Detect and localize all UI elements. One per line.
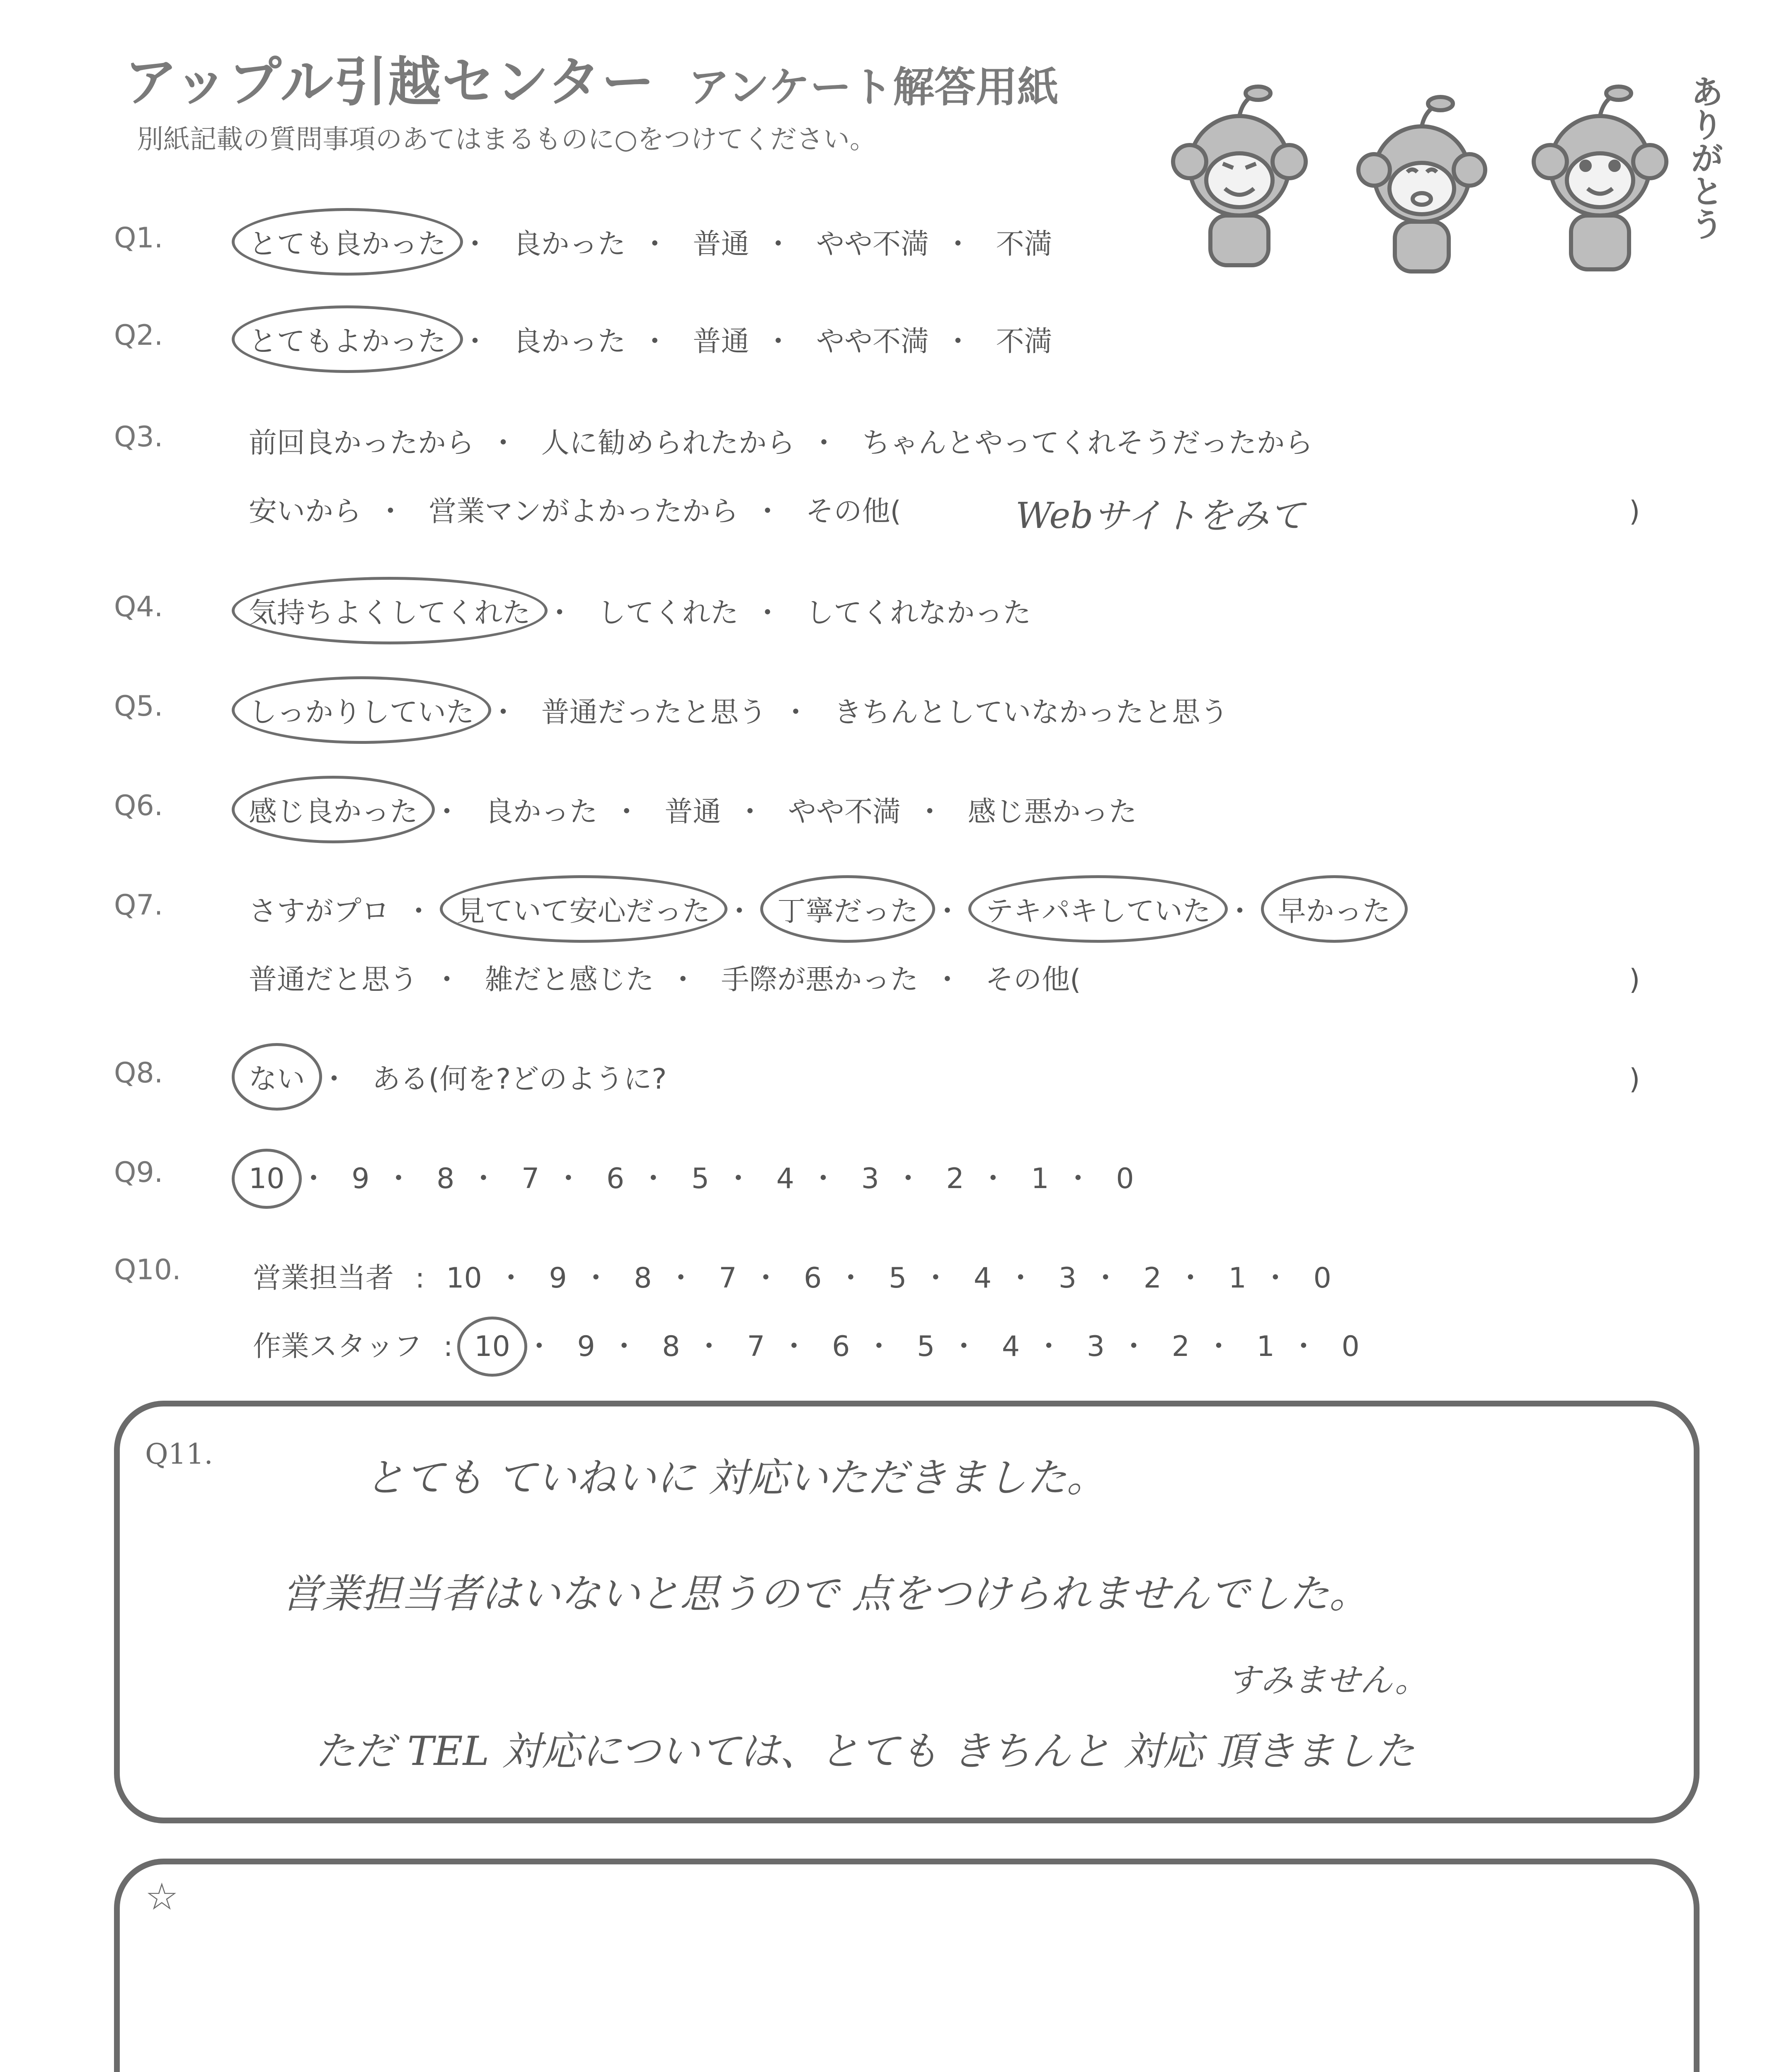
q3-option-4[interactable]: 安いから [249, 495, 362, 528]
q9-score-8[interactable]: 8 [436, 1162, 455, 1195]
q1-options: とても良かった ・ 良かった ・ 普通 ・ やや不満 ・ 不満 [249, 222, 1052, 262]
q4-options: 気持ちよくしてくれた ・ してくれた ・ してくれなかった [249, 591, 1031, 631]
q10-staff-score-7[interactable]: 7 [747, 1330, 765, 1363]
q9-score-5[interactable]: 5 [691, 1162, 710, 1195]
q10-sales-score-6[interactable]: 6 [804, 1262, 822, 1295]
q2-options: とてもよかった ・ 良かった ・ 普通 ・ やや不満 ・ 不満 [249, 319, 1052, 359]
q10-staff-score-5[interactable]: 5 [916, 1330, 935, 1363]
q10-staff-colon: : [443, 1330, 453, 1363]
q3-options-line2: 安いから ・ 営業マンがよかったから ・ その他( [249, 489, 901, 529]
q5-option-3[interactable]: きちんとしていなかったと思う [834, 696, 1229, 729]
q1-option-1[interactable]: とても良かった [232, 208, 463, 276]
q10-staff-score-9[interactable]: 9 [577, 1330, 595, 1363]
q6-option-3[interactable]: 普通 [664, 796, 721, 828]
q3-option-2[interactable]: 人に勧められたから [541, 427, 795, 460]
mascot-thanks-text: ありがとう [1685, 75, 1724, 240]
q10-sales-score-4[interactable]: 4 [973, 1262, 992, 1295]
q3-close-paren: ) [1629, 495, 1640, 528]
q7-label: Q7. [114, 889, 163, 922]
form-subtitle: アンケート解答用紙 [688, 63, 1059, 111]
q10-sales-score-7[interactable]: 7 [719, 1262, 737, 1295]
q5-label: Q5. [114, 690, 163, 723]
q8-option-1[interactable]: ない [232, 1043, 322, 1111]
q2-option-1[interactable]: とてもよかった [232, 305, 463, 373]
q10-sales-score-3[interactable]: 3 [1058, 1262, 1077, 1295]
q10-staff-score-1[interactable]: 1 [1256, 1330, 1275, 1363]
q1-option-5[interactable]: 不満 [996, 228, 1052, 261]
q1-option-2[interactable]: 良かった [513, 228, 626, 261]
q3-label: Q3. [114, 421, 163, 453]
q6-option-5[interactable]: 感じ悪かった [967, 796, 1137, 828]
q6-label: Q6. [114, 789, 163, 822]
q9-score-9[interactable]: 9 [352, 1162, 370, 1195]
q11-comment-line2: 営業担当者はいないと思うので 点をつけられませんでした。 [282, 1571, 1369, 1617]
q4-option-2[interactable]: してくれた [597, 597, 739, 629]
q1-option-4[interactable]: やや不満 [816, 228, 929, 261]
q10-sales-label: 営業担当者 [253, 1262, 394, 1295]
q8-option-2[interactable]: ある(何を?どのように? [372, 1063, 667, 1096]
q2-option-3[interactable]: 普通 [693, 325, 749, 358]
q3-option-3[interactable]: ちゃんとやってくれそうだったから [862, 427, 1313, 460]
q7-option-6[interactable]: 普通だと思う [249, 963, 418, 996]
q10-staff-score-2[interactable]: 2 [1171, 1330, 1190, 1363]
form-title: アップル引越センター [124, 51, 655, 113]
q7-option-8[interactable]: 手際が悪かった [721, 963, 919, 996]
q2-option-4[interactable]: やや不満 [816, 325, 929, 358]
q10-staff-score-10[interactable]: 10 [457, 1317, 527, 1377]
q4-option-3[interactable]: してくれなかった [805, 597, 1031, 629]
q3-options-line1: 前回良かったから ・ 人に勧められたから ・ ちゃんとやってくれそうだったから [249, 421, 1313, 461]
q10-sales-score-0[interactable]: 0 [1313, 1262, 1331, 1295]
q9-score-1[interactable]: 1 [1031, 1162, 1049, 1195]
q7-option-other[interactable]: その他( [985, 963, 1081, 996]
q8-label: Q8. [114, 1057, 163, 1089]
q10-sales-score-8[interactable]: 8 [634, 1262, 652, 1295]
q10-sales-score-5[interactable]: 5 [888, 1262, 907, 1295]
q8-close-paren: ) [1629, 1063, 1640, 1096]
q4-label: Q4. [114, 591, 163, 623]
q8-options: ない ・ ある(何を?どのように? [249, 1057, 667, 1097]
q10-staff-row: 作業スタッフ : 10 ・ 9 ・ 8 ・ 7 ・ 6 ・ 5 ・ 4 ・ 3 ・ 2 ・ 1 ・ 0 [253, 1324, 1360, 1364]
q7-option-3[interactable]: 丁寧だった [760, 875, 935, 943]
q7-option-7[interactable]: 雑だと感じた [485, 963, 654, 996]
q10-label: Q10. [114, 1254, 181, 1286]
q7-option-4[interactable]: テキパキしていた [968, 875, 1228, 943]
instruction-text: 別紙記載の質問事項のあてはまるものに○をつけてください。 [137, 124, 876, 155]
q9-score-0[interactable]: 0 [1116, 1162, 1134, 1195]
q2-option-2[interactable]: 良かった [513, 325, 626, 358]
q10-sales-row: 営業担当者 : 10 ・ 9 ・ 8 ・ 7 ・ 6 ・ 5 ・ 4 ・ 3 ・ 2 ・ 1 ・ 0 [253, 1256, 1331, 1296]
q11-comment-line1: とても ていねいに 対応いただきました。 [365, 1455, 1107, 1501]
q3-option-1[interactable]: 前回良かったから [249, 427, 475, 460]
q10-staff-score-3[interactable]: 3 [1086, 1330, 1105, 1363]
q5-option-1[interactable]: しっかりしていた [232, 676, 491, 744]
q6-option-4[interactable]: やや不満 [788, 796, 901, 828]
q9-score-3[interactable]: 3 [861, 1162, 879, 1195]
q10-sales-score-2[interactable]: 2 [1143, 1262, 1161, 1295]
q9-score-2[interactable]: 2 [946, 1162, 964, 1195]
q10-staff-score-4[interactable]: 4 [1001, 1330, 1020, 1363]
q10-sales-colon: : [415, 1262, 425, 1295]
q1-label: Q1. [114, 222, 163, 254]
q11-comment-line3: ただ TEL 対応については、とても きちんと 対応 頂きました [315, 1728, 1415, 1774]
q11-label: Q11. [145, 1438, 213, 1471]
q9-score-10[interactable]: 10 [232, 1149, 302, 1209]
q10-sales-score-9[interactable]: 9 [549, 1262, 567, 1295]
q10-staff-score-6[interactable]: 6 [832, 1330, 850, 1363]
q2-label: Q2. [114, 319, 163, 352]
q2-option-5[interactable]: 不満 [996, 325, 1052, 358]
q10-sales-score-1[interactable]: 1 [1228, 1262, 1246, 1295]
q1-option-3[interactable]: 普通 [693, 228, 749, 261]
q7-option-5[interactable]: 早かった [1261, 875, 1408, 943]
q7-options-line1: さすがプロ ・ 見ていて安心だった ・ 丁寧だった ・ テキパキしていた ・ 早かった [249, 889, 1391, 929]
q9-label: Q9. [114, 1156, 163, 1189]
q4-option-1[interactable]: 気持ちよくしてくれた [232, 577, 548, 644]
q5-option-2[interactable]: 普通だったと思う [541, 696, 767, 729]
q9-score-7[interactable]: 7 [521, 1162, 540, 1195]
q7-options-line2: 普通だと思う ・ 雑だと感じた ・ 手際が悪かった ・ その他( [249, 957, 1081, 997]
q10-staff-label: 作業スタッフ [253, 1330, 422, 1363]
q9-score-4[interactable]: 4 [776, 1162, 794, 1195]
q11-comment-note: すみません。 [1227, 1661, 1428, 1699]
q5-options: しっかりしていた ・ 普通だったと思う ・ きちんとしていなかったと思う [249, 690, 1228, 730]
q3-option-other[interactable]: その他( [805, 495, 901, 528]
monkey-mascots-icon [1161, 66, 1741, 282]
q7-close-paren: ) [1629, 963, 1640, 996]
q3-option-5[interactable]: 営業マンがよかったから [428, 495, 739, 528]
q9-scale: 10 ・ 9 ・ 8 ・ 7 ・ 6 ・ 5 ・ 4 ・ 3 ・ 2 ・ 1 ・ 0 [249, 1156, 1134, 1196]
q6-option-2[interactable]: 良かった [485, 796, 598, 828]
mascot-illustration [1161, 66, 1741, 282]
q10-staff-score-0[interactable]: 0 [1341, 1330, 1360, 1363]
q7-option-2[interactable]: 見ていて安心だった [440, 875, 727, 943]
star-icon: ☆ [145, 1875, 179, 1919]
q10-staff-score-8[interactable]: 8 [662, 1330, 680, 1363]
free-comment-box[interactable] [114, 1859, 1700, 2072]
q7-option-1[interactable]: さすがプロ [249, 895, 390, 928]
q10-sales-score-10[interactable]: 10 [446, 1262, 482, 1295]
q9-score-6[interactable]: 6 [606, 1162, 625, 1195]
q6-option-1[interactable]: 感じ良かった [232, 776, 435, 843]
q3-other-answer: Webサイトをみて [1016, 495, 1305, 537]
q6-options: 感じ良かった ・ 良かった ・ 普通 ・ やや不満 ・ 感じ悪かった [249, 789, 1137, 830]
